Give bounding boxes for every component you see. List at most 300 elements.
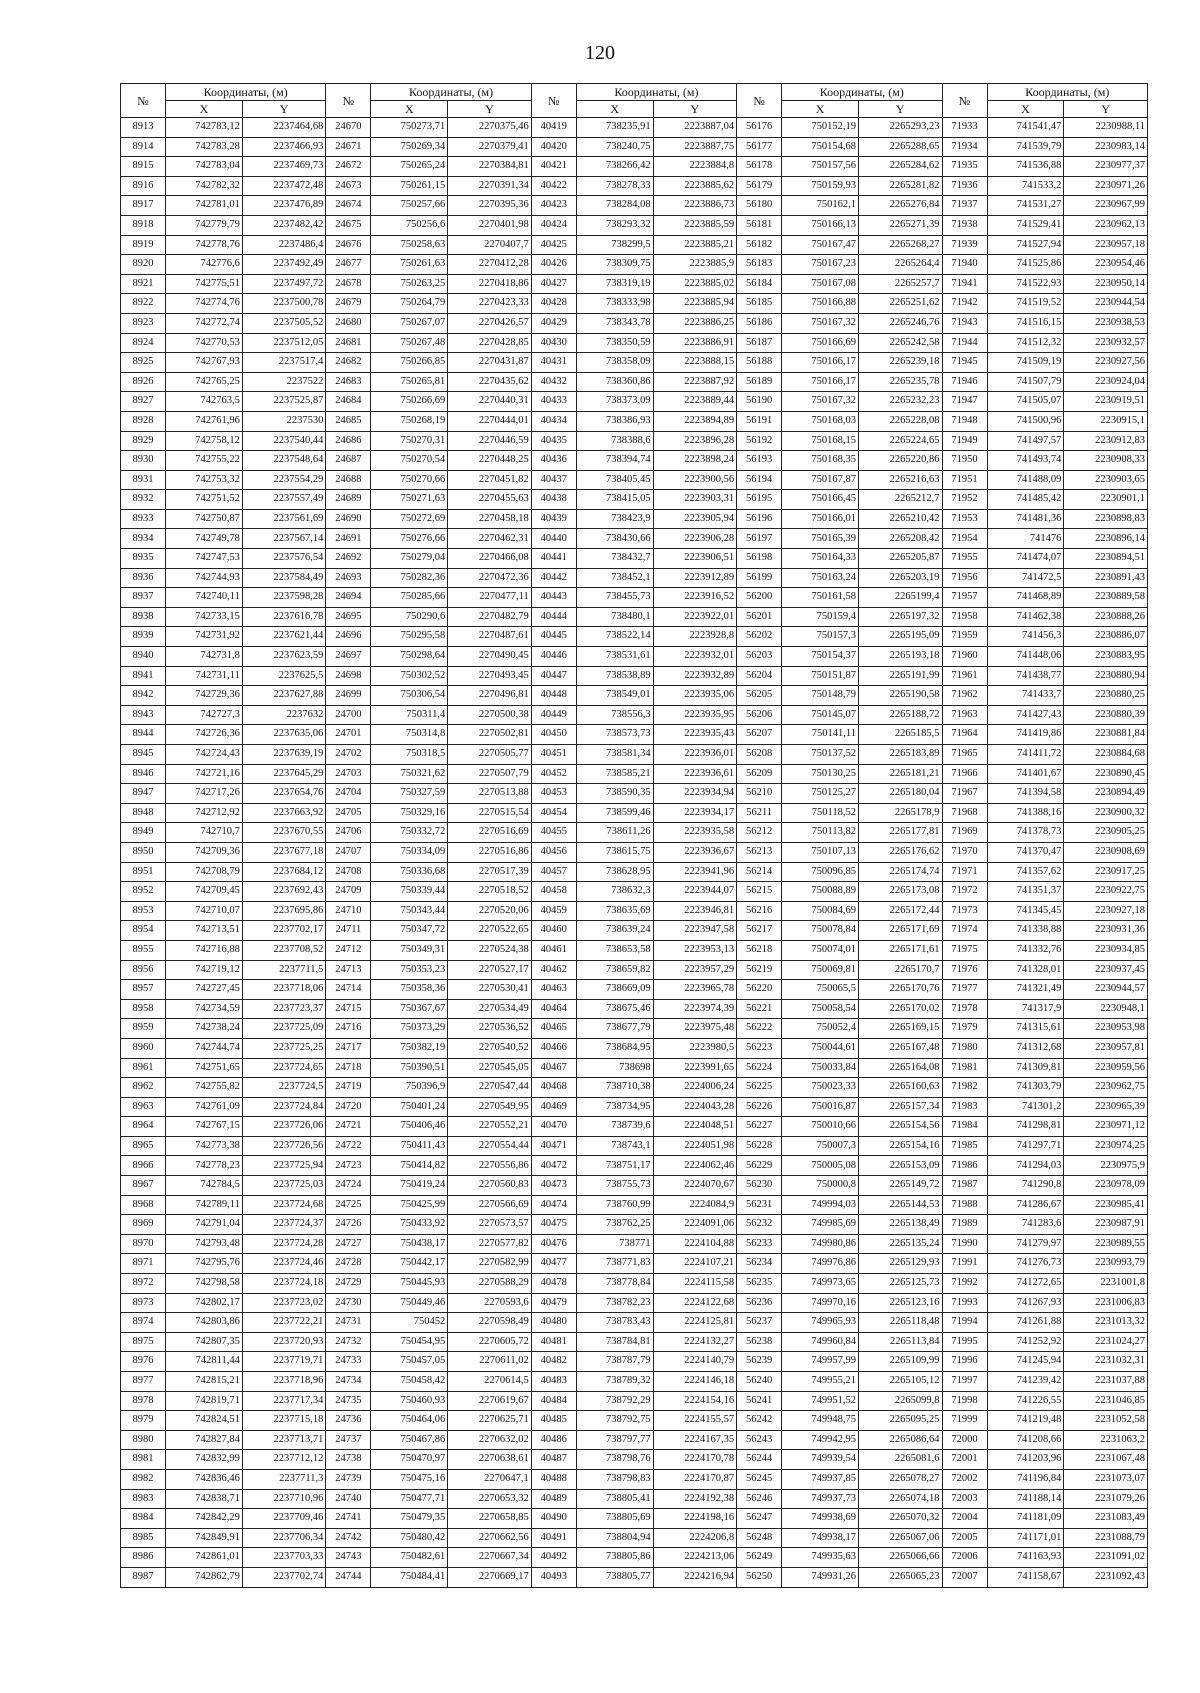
table-row [121, 411, 1148, 431]
point-number-cell: 8965 [121, 1136, 166, 1156]
y-coordinate-cell: 2270527,17 [448, 960, 531, 980]
x-coordinate-cell: 738343,78 [576, 313, 653, 333]
x-coordinate-cell: 750125,27 [782, 784, 859, 804]
y-coordinate-cell: 2230891,43 [1064, 568, 1148, 588]
x-coordinate-cell: 738677,79 [576, 1019, 653, 1039]
point-number-cell: 40454 [531, 803, 576, 823]
point-number-cell: 40467 [531, 1058, 576, 1078]
point-number-cell: 56177 [737, 137, 782, 157]
x-coordinate-cell: 750096,85 [782, 862, 859, 882]
x-coordinate-cell: 741188,14 [987, 1489, 1064, 1509]
y-coordinate-cell: 2223947,58 [653, 921, 736, 941]
point-number-cell: 8941 [121, 666, 166, 686]
point-number-cell: 8952 [121, 882, 166, 902]
y-coordinate-cell: 2230974,25 [1064, 1136, 1148, 1156]
table-row [121, 176, 1148, 196]
point-number-cell: 40462 [531, 960, 576, 980]
y-coordinate-cell: 2230944,57 [1064, 980, 1148, 1000]
x-coordinate-cell: 750298,64 [371, 647, 448, 667]
y-coordinate-cell: 2230912,83 [1064, 431, 1148, 451]
header-y: Y [242, 101, 325, 118]
x-coordinate-cell: 741468,89 [987, 588, 1064, 608]
point-number-cell: 8931 [121, 470, 166, 490]
x-coordinate-cell: 750166,69 [782, 333, 859, 353]
point-number-cell: 71984 [942, 1117, 987, 1137]
y-coordinate-cell: 2223922,01 [653, 607, 736, 627]
y-coordinate-cell: 2265281,82 [859, 176, 942, 196]
point-number-cell: 40469 [531, 1097, 576, 1117]
y-coordinate-cell: 2270545,05 [448, 1058, 531, 1078]
point-number-cell: 56237 [737, 1313, 782, 1333]
y-coordinate-cell: 2237632 [242, 705, 325, 725]
x-coordinate-cell: 738432,7 [576, 549, 653, 569]
x-coordinate-cell: 742744,74 [166, 1038, 243, 1058]
point-number-cell: 56186 [737, 313, 782, 333]
y-coordinate-cell: 2223936,67 [653, 842, 736, 862]
x-coordinate-cell: 750141,11 [782, 725, 859, 745]
point-number-cell: 24683 [326, 372, 371, 392]
y-coordinate-cell: 2265095,25 [859, 1411, 942, 1431]
point-number-cell: 71958 [942, 607, 987, 627]
header-coordinates: Координаты, (м) [371, 84, 531, 101]
x-coordinate-cell: 741488,09 [987, 470, 1064, 490]
y-coordinate-cell: 2265185,5 [859, 725, 942, 745]
point-number-cell: 56207 [737, 725, 782, 745]
x-coordinate-cell: 738792,29 [576, 1391, 653, 1411]
point-number-cell: 24677 [326, 255, 371, 275]
point-number-cell: 56220 [737, 980, 782, 1000]
point-number-cell: 8933 [121, 509, 166, 529]
y-coordinate-cell: 2270440,31 [448, 392, 531, 412]
y-coordinate-cell: 2230890,45 [1064, 764, 1148, 784]
header-number: № [326, 84, 371, 118]
point-number-cell: 24714 [326, 980, 371, 1000]
y-coordinate-cell: 2265251,62 [859, 294, 942, 314]
point-number-cell: 8956 [121, 960, 166, 980]
point-number-cell: 40432 [531, 372, 576, 392]
x-coordinate-cell: 741493,74 [987, 451, 1064, 471]
y-coordinate-cell: 2223887,92 [653, 372, 736, 392]
x-coordinate-cell: 742802,17 [166, 1293, 243, 1313]
point-number-cell: 71953 [942, 509, 987, 529]
y-coordinate-cell: 2265224,65 [859, 431, 942, 451]
point-number-cell: 40427 [531, 274, 576, 294]
y-coordinate-cell: 2270431,87 [448, 353, 531, 373]
x-coordinate-cell: 741481,36 [987, 509, 1064, 529]
y-coordinate-cell: 2230903,65 [1064, 470, 1148, 490]
y-coordinate-cell: 2237540,44 [242, 431, 325, 451]
point-number-cell: 71936 [942, 176, 987, 196]
y-coordinate-cell: 2270490,45 [448, 647, 531, 667]
x-coordinate-cell: 750166,45 [782, 490, 859, 510]
x-coordinate-cell: 738573,73 [576, 725, 653, 745]
x-coordinate-cell: 741158,67 [987, 1567, 1064, 1587]
point-number-cell: 24708 [326, 862, 371, 882]
point-number-cell: 8950 [121, 842, 166, 862]
table-row [121, 1293, 1148, 1313]
y-coordinate-cell: 2223932,89 [653, 666, 736, 686]
x-coordinate-cell: 741462,38 [987, 607, 1064, 627]
table-row [121, 862, 1148, 882]
y-coordinate-cell: 2237725,94 [242, 1156, 325, 1176]
x-coordinate-cell: 741419,86 [987, 725, 1064, 745]
y-coordinate-cell: 2270536,52 [448, 1019, 531, 1039]
y-coordinate-cell: 2230927,56 [1064, 353, 1148, 373]
point-number-cell: 24684 [326, 392, 371, 412]
point-number-cell: 71991 [942, 1254, 987, 1274]
point-number-cell: 71975 [942, 940, 987, 960]
y-coordinate-cell: 2223957,29 [653, 960, 736, 980]
point-number-cell: 8977 [121, 1372, 166, 1392]
y-coordinate-cell: 2265154,16 [859, 1136, 942, 1156]
y-coordinate-cell: 2237639,19 [242, 745, 325, 765]
x-coordinate-cell: 742779,79 [166, 215, 243, 235]
point-number-cell: 40475 [531, 1215, 576, 1235]
point-number-cell: 71937 [942, 196, 987, 216]
point-number-cell: 24674 [326, 196, 371, 216]
point-number-cell: 8945 [121, 745, 166, 765]
y-coordinate-cell: 2270505,77 [448, 745, 531, 765]
point-number-cell: 40453 [531, 784, 576, 804]
table-row [121, 1332, 1148, 1352]
x-coordinate-cell: 742782,32 [166, 176, 243, 196]
y-coordinate-cell: 2231052,58 [1064, 1411, 1148, 1431]
header-coordinates: Координаты, (м) [576, 84, 736, 101]
header-y: Y [448, 101, 531, 118]
y-coordinate-cell: 2231046,85 [1064, 1391, 1148, 1411]
table-row [121, 1469, 1148, 1489]
table-row [121, 313, 1148, 333]
point-number-cell: 8947 [121, 784, 166, 804]
x-coordinate-cell: 750347,72 [371, 921, 448, 941]
y-coordinate-cell: 2230962,75 [1064, 1078, 1148, 1098]
y-coordinate-cell: 2223898,24 [653, 451, 736, 471]
y-coordinate-cell: 2223885,62 [653, 176, 736, 196]
y-coordinate-cell: 2237717,34 [242, 1391, 325, 1411]
y-coordinate-cell: 2237469,73 [242, 157, 325, 177]
table-row [121, 647, 1148, 667]
x-coordinate-cell: 738360,86 [576, 372, 653, 392]
y-coordinate-cell: 2223944,07 [653, 882, 736, 902]
x-coordinate-cell: 750334,09 [371, 842, 448, 862]
y-coordinate-cell: 2270435,62 [448, 372, 531, 392]
x-coordinate-cell: 750382,19 [371, 1038, 448, 1058]
y-coordinate-cell: 2230983,14 [1064, 137, 1148, 157]
x-coordinate-cell: 738805,41 [576, 1489, 653, 1509]
x-coordinate-cell: 741315,61 [987, 1019, 1064, 1039]
point-number-cell: 40459 [531, 901, 576, 921]
y-coordinate-cell: 2231083,49 [1064, 1509, 1148, 1529]
table-row [121, 392, 1148, 412]
y-coordinate-cell: 2265212,7 [859, 490, 942, 510]
y-coordinate-cell: 2237486,4 [242, 235, 325, 255]
x-coordinate-cell: 750261,63 [371, 255, 448, 275]
y-coordinate-cell: 2223885,59 [653, 215, 736, 235]
y-coordinate-cell: 2223885,21 [653, 235, 736, 255]
x-coordinate-cell: 741226,55 [987, 1391, 1064, 1411]
point-number-cell: 56179 [737, 176, 782, 196]
x-coordinate-cell: 749985,69 [782, 1215, 859, 1235]
point-number-cell: 40493 [531, 1567, 576, 1587]
point-number-cell: 40452 [531, 764, 576, 784]
x-coordinate-cell: 750419,24 [371, 1176, 448, 1196]
point-number-cell: 56189 [737, 372, 782, 392]
point-number-cell: 71934 [942, 137, 987, 157]
point-number-cell: 24742 [326, 1528, 371, 1548]
table-row [121, 1411, 1148, 1431]
point-number-cell: 72000 [942, 1430, 987, 1450]
point-number-cell: 8928 [121, 411, 166, 431]
y-coordinate-cell: 2223916,52 [653, 588, 736, 608]
point-number-cell: 24696 [326, 627, 371, 647]
x-coordinate-cell: 742836,46 [166, 1469, 243, 1489]
point-number-cell: 71933 [942, 118, 987, 138]
point-number-cell: 56233 [737, 1234, 782, 1254]
table-row [121, 274, 1148, 294]
y-coordinate-cell: 2231006,83 [1064, 1293, 1148, 1313]
point-number-cell: 8916 [121, 176, 166, 196]
y-coordinate-cell: 2265109,99 [859, 1352, 942, 1372]
y-coordinate-cell: 2265246,76 [859, 313, 942, 333]
x-coordinate-cell: 738299,5 [576, 235, 653, 255]
x-coordinate-cell: 742789,11 [166, 1195, 243, 1215]
table-row [121, 549, 1148, 569]
y-coordinate-cell: 2265257,7 [859, 274, 942, 294]
y-coordinate-cell: 2270520,06 [448, 901, 531, 921]
y-coordinate-cell: 2265216,63 [859, 470, 942, 490]
y-coordinate-cell: 2230880,25 [1064, 686, 1148, 706]
x-coordinate-cell: 750265,24 [371, 157, 448, 177]
point-number-cell: 8913 [121, 118, 166, 138]
x-coordinate-cell: 742861,01 [166, 1548, 243, 1568]
point-number-cell: 40433 [531, 392, 576, 412]
x-coordinate-cell: 742803,86 [166, 1313, 243, 1333]
x-coordinate-cell: 741512,32 [987, 333, 1064, 353]
point-number-cell: 56197 [737, 529, 782, 549]
x-coordinate-cell: 750166,17 [782, 372, 859, 392]
x-coordinate-cell: 741539,79 [987, 137, 1064, 157]
point-number-cell: 40488 [531, 1469, 576, 1489]
header-coordinates: Координаты, (м) [166, 84, 326, 101]
point-number-cell: 40473 [531, 1176, 576, 1196]
point-number-cell: 24699 [326, 686, 371, 706]
table-row [121, 901, 1148, 921]
point-number-cell: 24722 [326, 1136, 371, 1156]
header-x: X [371, 101, 448, 118]
x-coordinate-cell: 750113,82 [782, 823, 859, 843]
point-number-cell: 71943 [942, 313, 987, 333]
y-coordinate-cell: 2237616,78 [242, 607, 325, 627]
y-coordinate-cell: 2237627,88 [242, 686, 325, 706]
point-number-cell: 24694 [326, 588, 371, 608]
point-number-cell: 71974 [942, 921, 987, 941]
y-coordinate-cell: 2223912,89 [653, 568, 736, 588]
table-row [121, 1097, 1148, 1117]
point-number-cell: 40449 [531, 705, 576, 725]
point-number-cell: 24729 [326, 1274, 371, 1294]
point-number-cell: 71995 [942, 1332, 987, 1352]
x-coordinate-cell: 750058,54 [782, 999, 859, 1019]
y-coordinate-cell: 2230880,94 [1064, 666, 1148, 686]
x-coordinate-cell: 750267,48 [371, 333, 448, 353]
y-coordinate-cell: 2223975,48 [653, 1019, 736, 1039]
point-number-cell: 24681 [326, 333, 371, 353]
point-number-cell: 56224 [737, 1058, 782, 1078]
x-coordinate-cell: 741529,41 [987, 215, 1064, 235]
y-coordinate-cell: 2223991,65 [653, 1058, 736, 1078]
table-row [121, 196, 1148, 216]
point-number-cell: 40422 [531, 176, 576, 196]
x-coordinate-cell: 741516,15 [987, 313, 1064, 333]
y-coordinate-cell: 2223886,91 [653, 333, 736, 353]
point-number-cell: 71956 [942, 568, 987, 588]
x-coordinate-cell: 738611,26 [576, 823, 653, 843]
point-number-cell: 24695 [326, 607, 371, 627]
point-number-cell: 24702 [326, 745, 371, 765]
x-coordinate-cell: 742740,11 [166, 588, 243, 608]
x-coordinate-cell: 750016,87 [782, 1097, 859, 1117]
point-number-cell: 56218 [737, 940, 782, 960]
x-coordinate-cell: 741448,06 [987, 647, 1064, 667]
table-row [121, 490, 1148, 510]
point-number-cell: 24678 [326, 274, 371, 294]
x-coordinate-cell: 742753,32 [166, 470, 243, 490]
point-number-cell: 8968 [121, 1195, 166, 1215]
y-coordinate-cell: 2230938,53 [1064, 313, 1148, 333]
y-coordinate-cell: 2270593,6 [448, 1293, 531, 1313]
y-coordinate-cell: 2237645,29 [242, 764, 325, 784]
x-coordinate-cell: 742709,45 [166, 882, 243, 902]
table-row [121, 451, 1148, 471]
x-coordinate-cell: 742838,71 [166, 1489, 243, 1509]
y-coordinate-cell: 2237466,93 [242, 137, 325, 157]
y-coordinate-cell: 2223941,96 [653, 862, 736, 882]
y-coordinate-cell: 2270482,79 [448, 607, 531, 627]
y-coordinate-cell: 2265105,12 [859, 1372, 942, 1392]
x-coordinate-cell: 742763,5 [166, 392, 243, 412]
point-number-cell: 24687 [326, 451, 371, 471]
y-coordinate-cell: 2265171,69 [859, 921, 942, 941]
y-coordinate-cell: 2230993,79 [1064, 1254, 1148, 1274]
x-coordinate-cell: 749980,86 [782, 1234, 859, 1254]
point-number-cell: 71970 [942, 842, 987, 862]
point-number-cell: 8946 [121, 764, 166, 784]
x-coordinate-cell: 750464,06 [371, 1411, 448, 1431]
point-number-cell: 56182 [737, 235, 782, 255]
x-coordinate-cell: 749994,03 [782, 1195, 859, 1215]
point-number-cell: 40426 [531, 255, 576, 275]
y-coordinate-cell: 2265164,08 [859, 1058, 942, 1078]
y-coordinate-cell: 2230889,58 [1064, 588, 1148, 608]
y-coordinate-cell: 2237500,78 [242, 294, 325, 314]
point-number-cell: 24680 [326, 313, 371, 333]
y-coordinate-cell: 2270412,28 [448, 255, 531, 275]
x-coordinate-cell: 738581,34 [576, 745, 653, 765]
y-coordinate-cell: 2237670,55 [242, 823, 325, 843]
x-coordinate-cell: 750343,44 [371, 901, 448, 921]
point-number-cell: 56227 [737, 1117, 782, 1137]
x-coordinate-cell: 738430,66 [576, 529, 653, 549]
y-coordinate-cell: 2223934,94 [653, 784, 736, 804]
point-number-cell: 56190 [737, 392, 782, 412]
x-coordinate-cell: 742710,7 [166, 823, 243, 843]
point-number-cell: 24711 [326, 921, 371, 941]
x-coordinate-cell: 750166,01 [782, 509, 859, 529]
x-coordinate-cell: 750130,25 [782, 764, 859, 784]
point-number-cell: 56236 [737, 1293, 782, 1313]
y-coordinate-cell: 2223885,02 [653, 274, 736, 294]
point-number-cell: 71941 [942, 274, 987, 294]
y-coordinate-cell: 2237567,14 [242, 529, 325, 549]
y-coordinate-cell: 2270598,49 [448, 1313, 531, 1333]
x-coordinate-cell: 750339,44 [371, 882, 448, 902]
point-number-cell: 71935 [942, 157, 987, 177]
x-coordinate-cell: 741433,7 [987, 686, 1064, 706]
table-row [121, 960, 1148, 980]
x-coordinate-cell: 742731,92 [166, 627, 243, 647]
point-number-cell: 24741 [326, 1509, 371, 1529]
x-coordinate-cell: 750166,13 [782, 215, 859, 235]
point-number-cell: 56245 [737, 1469, 782, 1489]
x-coordinate-cell: 750276,66 [371, 529, 448, 549]
point-number-cell: 71977 [942, 980, 987, 1000]
table-row [121, 980, 1148, 1000]
point-number-cell: 24710 [326, 901, 371, 921]
table-row [121, 627, 1148, 647]
page-number: 120 [585, 42, 615, 64]
table-row [121, 470, 1148, 490]
x-coordinate-cell: 750152,19 [782, 118, 859, 138]
point-number-cell: 8978 [121, 1391, 166, 1411]
point-number-cell: 40423 [531, 196, 576, 216]
y-coordinate-cell: 2223884,8 [653, 157, 736, 177]
x-coordinate-cell: 742862,79 [166, 1567, 243, 1587]
point-number-cell: 71968 [942, 803, 987, 823]
point-number-cell: 8967 [121, 1176, 166, 1196]
y-coordinate-cell: 2230888,26 [1064, 607, 1148, 627]
x-coordinate-cell: 742815,21 [166, 1372, 243, 1392]
y-coordinate-cell: 2230924,04 [1064, 372, 1148, 392]
x-coordinate-cell: 738787,79 [576, 1352, 653, 1372]
point-number-cell: 24733 [326, 1352, 371, 1372]
point-number-cell: 71971 [942, 862, 987, 882]
x-coordinate-cell: 742751,52 [166, 490, 243, 510]
y-coordinate-cell: 2224206,8 [653, 1528, 736, 1548]
point-number-cell: 8971 [121, 1254, 166, 1274]
point-number-cell: 56199 [737, 568, 782, 588]
point-number-cell: 71948 [942, 411, 987, 431]
x-coordinate-cell: 742749,78 [166, 529, 243, 549]
point-number-cell: 40480 [531, 1313, 576, 1333]
y-coordinate-cell: 2230908,69 [1064, 842, 1148, 862]
x-coordinate-cell: 750078,84 [782, 921, 859, 941]
x-coordinate-cell: 750449,46 [371, 1293, 448, 1313]
point-number-cell: 40487 [531, 1450, 576, 1470]
y-coordinate-cell: 2270524,38 [448, 940, 531, 960]
y-coordinate-cell: 2270560,83 [448, 1176, 531, 1196]
x-coordinate-cell: 750373,29 [371, 1019, 448, 1039]
x-coordinate-cell: 741276,73 [987, 1254, 1064, 1274]
x-coordinate-cell: 750000,8 [782, 1176, 859, 1196]
table-row [121, 1038, 1148, 1058]
y-coordinate-cell: 2265167,48 [859, 1038, 942, 1058]
point-number-cell: 71957 [942, 588, 987, 608]
point-number-cell: 24688 [326, 470, 371, 490]
y-coordinate-cell: 2231037,88 [1064, 1372, 1148, 1392]
y-coordinate-cell: 2237505,52 [242, 313, 325, 333]
x-coordinate-cell: 742767,93 [166, 353, 243, 373]
y-coordinate-cell: 2237706,34 [242, 1528, 325, 1548]
